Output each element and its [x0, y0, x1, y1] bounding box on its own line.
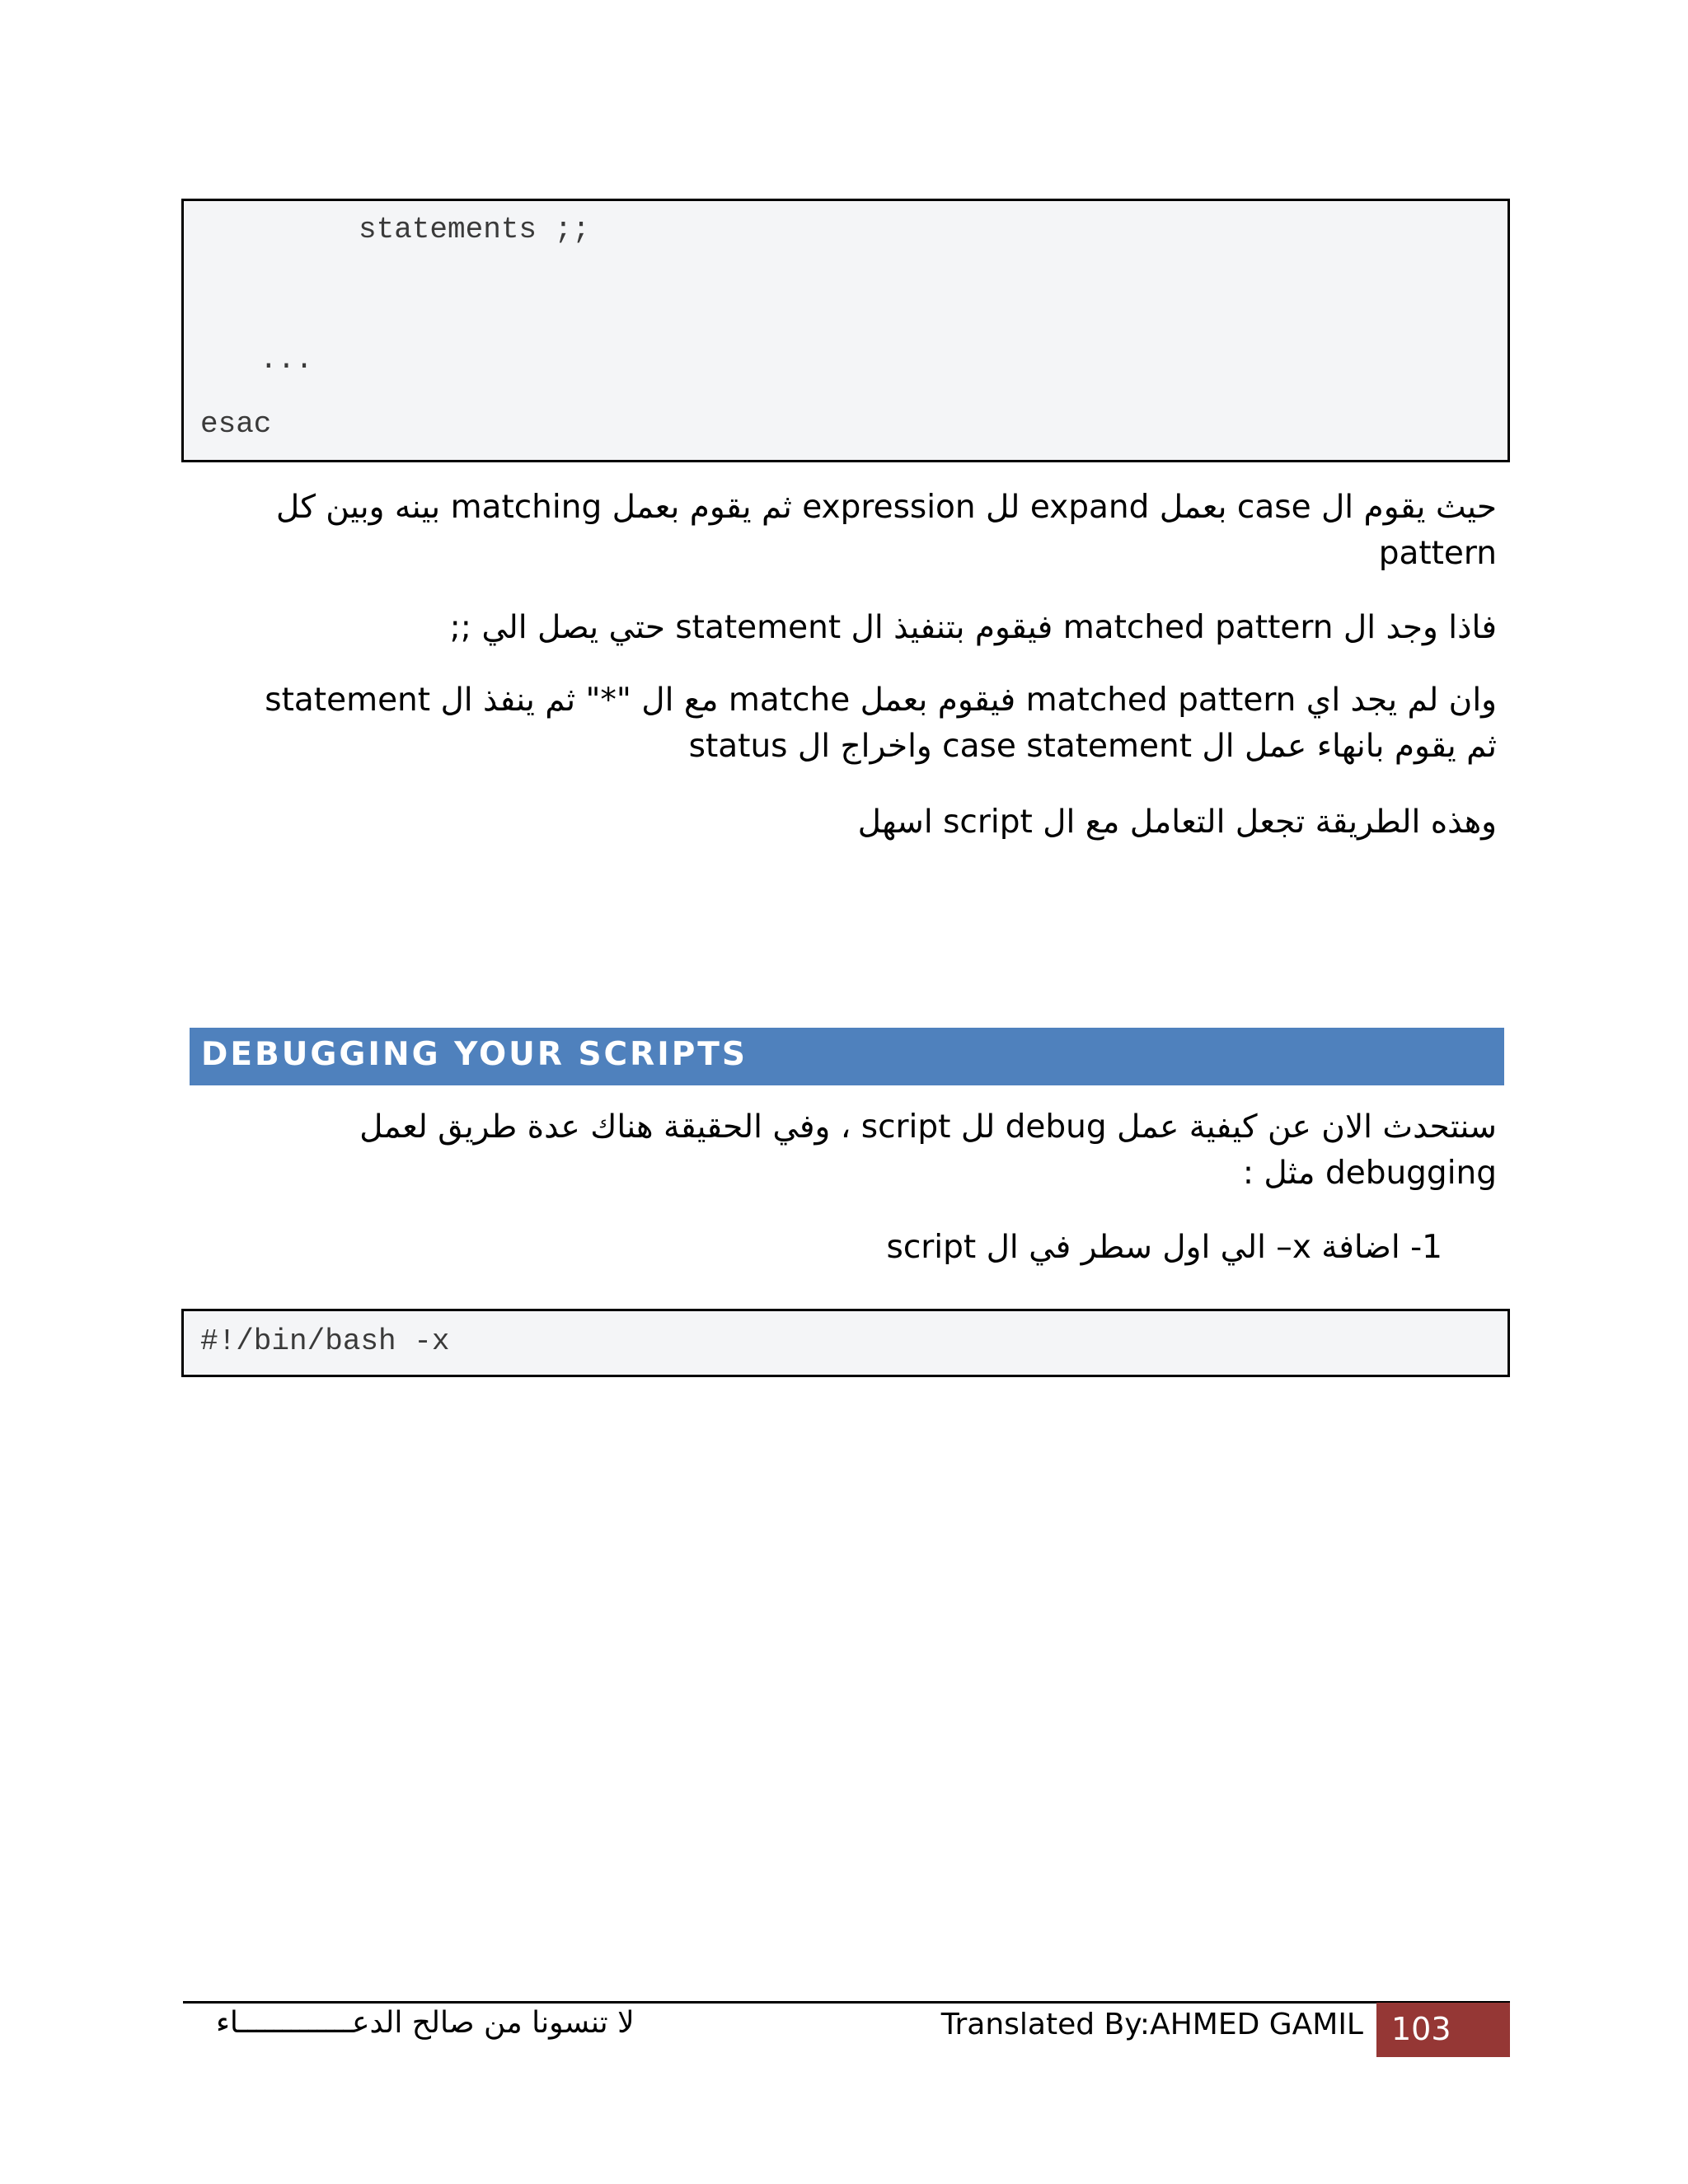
code-line: statements ;; — [359, 213, 590, 246]
section-heading-title: DEBUGGING YOUR SCRIPTS — [201, 1036, 748, 1073]
paragraph-no-match-line1: وان لم يجد اي matched pattern فيقوم بعمل matche مع ال "*" ثم ينفذ ال statement — [265, 682, 1497, 719]
section-heading-debugging — [190, 1028, 1504, 1085]
code-block-case-syntax — [181, 199, 1510, 462]
code-block-shebang — [181, 1309, 1510, 1377]
paragraph-no-match-line2: ثم يقوم بانهاء عمل ال case statement واخراج ال status — [688, 728, 1497, 765]
footer-divider — [183, 2001, 1510, 2004]
code-line: ... — [260, 343, 313, 377]
paragraph-case-expand-line2: pattern — [1378, 535, 1497, 572]
footer-translator-credit: Translated By:AHMED GAMIL — [940, 2008, 1363, 2041]
code-line: esac — [200, 407, 272, 441]
paragraph-debug-intro-line1: سنتحدث الان عن كيفية عمل debug لل script ، وفي الحقيقة هناك عدة طريق لعمل — [359, 1108, 1497, 1146]
paragraph-case-expand-line1: حيث يقوم ال case بعمل expand لل expression ثم يقوم بعمل matching بينه وبين كل — [275, 489, 1497, 526]
code-line: #!/bin/bash -x — [200, 1324, 450, 1358]
paragraph-debug-intro-line2: debugging مثل : — [1242, 1155, 1497, 1192]
footer-dua: لا تنسونا من صالح الدعـــــــــــــاء — [216, 2006, 635, 2040]
paragraph-easier-script: وهذه الطريقة تجعل التعامل مع ال script اسهل — [857, 804, 1497, 841]
page-number-badge — [1376, 2003, 1510, 2057]
list-item-add-x-flag: 1- اضافة x– الي اول سطر في ال script — [886, 1229, 1442, 1266]
page-number: 103 — [1391, 2011, 1451, 2047]
paragraph-matched-pattern: فاذا وجد ال matched pattern فيقوم بتنفيذ ال statement حتي يصل الي ;; — [449, 609, 1497, 646]
